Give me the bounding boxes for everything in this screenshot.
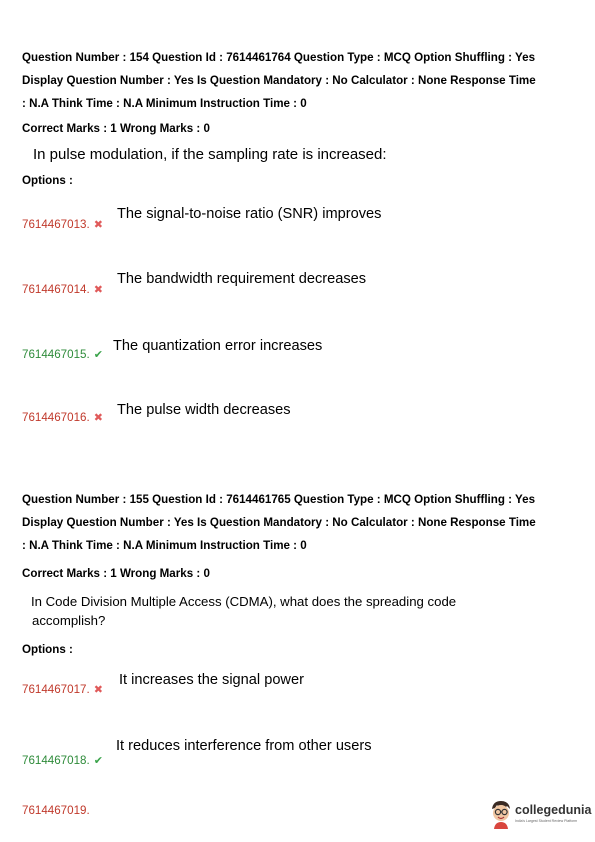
option-id-text: 7614467013. [22,218,90,231]
option-id-text: 7614467018. [22,754,90,767]
collegedunia-logo [489,799,592,831]
option-text: The signal-to-noise ratio (SNR) improves [117,206,382,222]
option-id [22,348,103,361]
option-text: The bandwidth requirement decreases [117,271,367,287]
option-id [22,754,103,767]
option-text: The pulse width decreases [117,402,291,418]
cross-mark-icon: ✖ [93,284,103,296]
check-mark-icon: ✔ [93,755,103,767]
option-id-text: 7614467014. [22,283,90,296]
cross-mark-icon: ✖ [93,219,103,231]
option-id-text: 7614467019. [22,804,90,817]
header-line: Display Question Number : Yes Is Question Mandatory : No Calculator : None Response Time [22,74,536,87]
header-line: Question Number : 154 Question Id : 7614461764 Question Type : MCQ Option Shuffling : Yes [22,51,536,64]
question-text-line: In Code Division Multiple Access (CDMA), what does the spreading code [31,594,457,609]
option-id [22,218,103,231]
option-text: It reduces interference from other users [116,738,372,754]
question-text: In pulse modulation, if the sampling rate is increased: [33,146,387,163]
marks-line: Correct Marks : 1 Wrong Marks : 0 [22,122,210,135]
options-label: Options : [22,174,73,187]
logo-tagline: India's Largest Student Review Platform [515,819,578,823]
question-154-header [22,46,582,115]
question-text-line: accomplish? [32,613,106,628]
header-line: Question Number : 155 Question Id : 7614461765 Question Type : MCQ Option Shuffling : Yes [22,493,536,506]
header-line: Display Question Number : Yes Is Question Mandatory : No Calculator : None Response Time [22,516,536,529]
option-id [22,804,90,817]
check-mark-icon: ✔ [93,349,103,361]
mascot-icon [489,799,513,829]
options-label: Options : [22,643,73,656]
option-id-text: 7614467015. [22,348,90,361]
question-155-header [22,488,582,557]
option-id-text: 7614467016. [22,411,90,424]
option-id-text: 7614467017. [22,683,90,696]
cross-mark-icon: ✖ [93,684,103,696]
option-text: The quantization error increases [113,338,323,354]
logo-name: collegedunia [515,803,592,817]
header-line: : N.A Think Time : N.A Minimum Instruction Time : 0 [22,539,307,552]
question-text [31,592,471,630]
marks-line: Correct Marks : 1 Wrong Marks : 0 [22,567,210,580]
header-line: : N.A Think Time : N.A Minimum Instruction Time : 0 [22,97,307,110]
option-text: It increases the signal power [119,672,304,688]
option-id [22,283,103,296]
option-id [22,683,103,696]
cross-mark-icon: ✖ [93,412,103,424]
option-id [22,411,103,424]
